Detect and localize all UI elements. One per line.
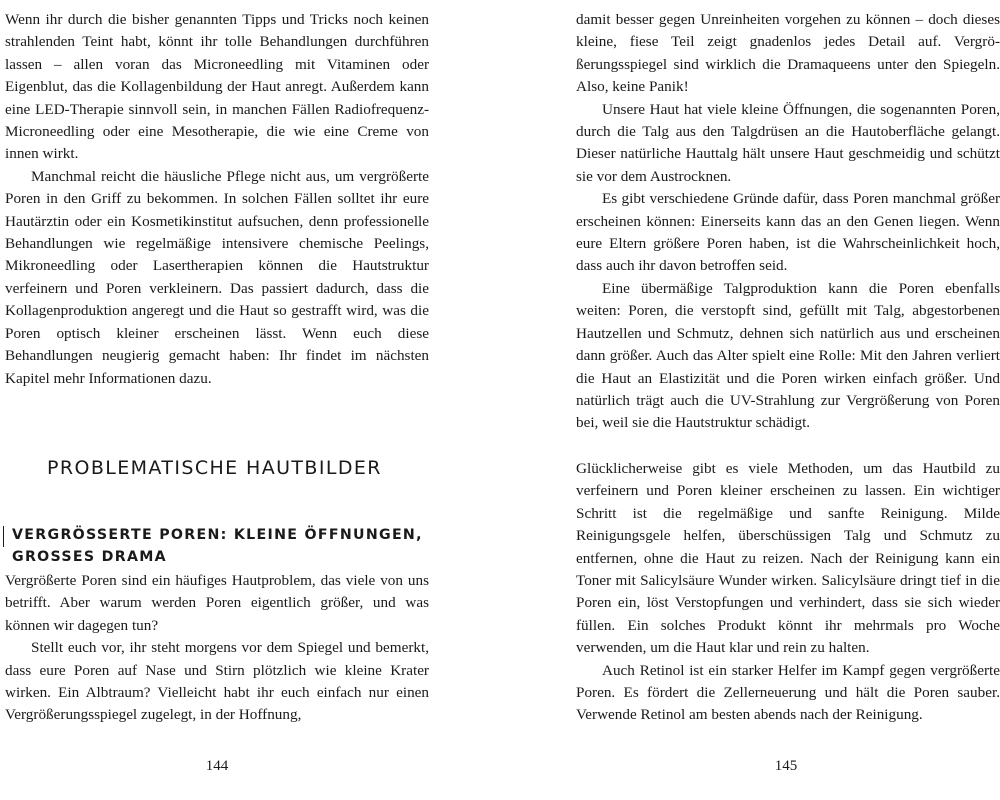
paragraph: Glücklicherweise gibt es viele Methoden, um das Hautbild zu verfeinern und Poren kleiner erscheinen zu lassen. Ein wichtiger Schritt ist die regelmäßige und sanfte Reinigung. Milde Reinigungsgele helfen, überschüssigen Talg und Schmutz zu entfernen, ohne die Haut zu reizen. Nach der Reinigung kann ein Toner mit Salicylsäure Wunder wirken. Salicylsäure dringt tief in die Poren ein, löst Verstopfungen und verhindert, dass sie sich wieder füllen. Ein solches Produkt könnt ihr mehrmals pro Woche verwenden, um die Haut klar und rein zu halten. [576,460,1000,657]
paragraph: Es gibt verschiedene Gründe dafür, dass Poren manchmal größer erscheinen können: Einerseits kann das an den Genen liegen. Wenn eure Eltern größere Poren haben, ist die Wahrscheinlichkeit hoch, dass auch ihr davon betroffen seid. [576,190,1000,275]
left-bottom-text [5,570,429,727]
paragraph: Vergrößerte Poren sind ein häufiges Hautproblem, das viele von uns betrifft. Aber warum werden Poren eigentlich größer, und was können wir dagegen tun? [5,572,429,634]
right-page [576,0,1000,800]
paragraph: Eine übermäßige Talgproduktion kann die Poren ebenfalls weiten: Poren, die verstopft sind, gefüllt mit Talg, abgestorbenen Hautzellen und Schmutz, dehnen sich natürlich aus und erscheinen dann größer. Auch das Alter spielt eine Rolle: Mit den Jahren verliert die Haut an Elastizität und die Poren wirken einfach größer. Und natürlich trägt auch die UV-Strahlung zur Vergrößerung von Poren bei, weil sie die Hautstruktur schädigt. [576,279,1000,432]
paragraph: Auch Retinol ist ein starker Helfer im Kampf gegen vergrößerte Poren. Es fördert die Zellerneuerung und hält die Poren sauber. Verwende Retinol am besten abends nach der Reinigung. [576,661,1000,724]
paragraph: damit besser gegen Unreinheiten vorgehen zu können – doch dieses kleine, fiese Teil zeigt gnadenlos jedes Detail auf. Vergrößerungsspiegel sind wirklich die Dramaqueens unter den Spiegeln. Also, keine Panik! [576,11,1000,96]
left-page [5,0,429,800]
paragraph: Wenn ihr durch die bisher genannten Tipps und Tricks noch keinen strahlenden Teint habt, könnt ihr tolle Behandlungen durchführen lassen – allen voran das Microneedling mit Vitaminen oder Eigenblut, das die Kollagenbildung der Haut anregt. Außerdem kann eine LED-Therapie sinnvoll sein, in manchen Fällen Radiofrequenz-Microneedling oder eine Mesotherapie, die wie eine Creme von innen wirkt. [5,11,429,163]
right-top-text [576,9,1000,435]
subheading-rule [3,526,4,547]
paragraph: Manchmal reicht die häusliche Pflege nicht aus, um vergrößerte Poren in den Griff zu bekommen. In solchen Fällen solltet ihr eure Hautärztin oder ein Kosmetikinstitut aufsuchen, denn professionelle Behandlungen wie regelmäßige intensivere chemische Peelings, Mikroneedling oder Lasertherapien können die Hautstruktur verfeinern und Poren verkleinern. Das passiert dadurch, dass die Kollagenproduktion angeregt und die Haut so gestrafft wird, was die Poren optisch kleiner erscheinen lässt. Wenn euch diese Behandlungen neugierig gemacht haben: Ihr findet im nächsten Kapitel mehr Informationen dazu. [5,167,429,387]
section-heading: PROBLEMATISCHE HAUTBILDER [47,457,382,479]
subheading-block [5,524,429,568]
subheading: VERGRÖSSERTE POREN: KLEINE ÖFFNUNGEN, GROSSES DRAMA [12,527,423,565]
paragraph: Stellt euch vor, ihr steht morgens vor dem Spiegel und bemerkt, dass eure Poren auf Nase und Stirn plötzlich wie kleine Krater wirken. Ein Albtraum? Vielleicht habt ihr euch einfach nur einen Vergrößerungsspiegel zugelegt, in der Hoffnung, [5,639,429,724]
page-number: 144 [205,758,229,774]
right-bottom-text [576,458,1000,727]
left-top-text [5,9,429,390]
paragraph: Unsere Haut hat viele kleine Öffnungen, die sogenannten Poren, durch die Talg aus den Talgdrüsen an die Hautoberfläche gelangt. Dieser natürliche Hauttalg hält unsere Haut geschmeidig und schützt sie vor dem Austrocknen. [576,100,1000,185]
page-number: 145 [774,758,798,774]
